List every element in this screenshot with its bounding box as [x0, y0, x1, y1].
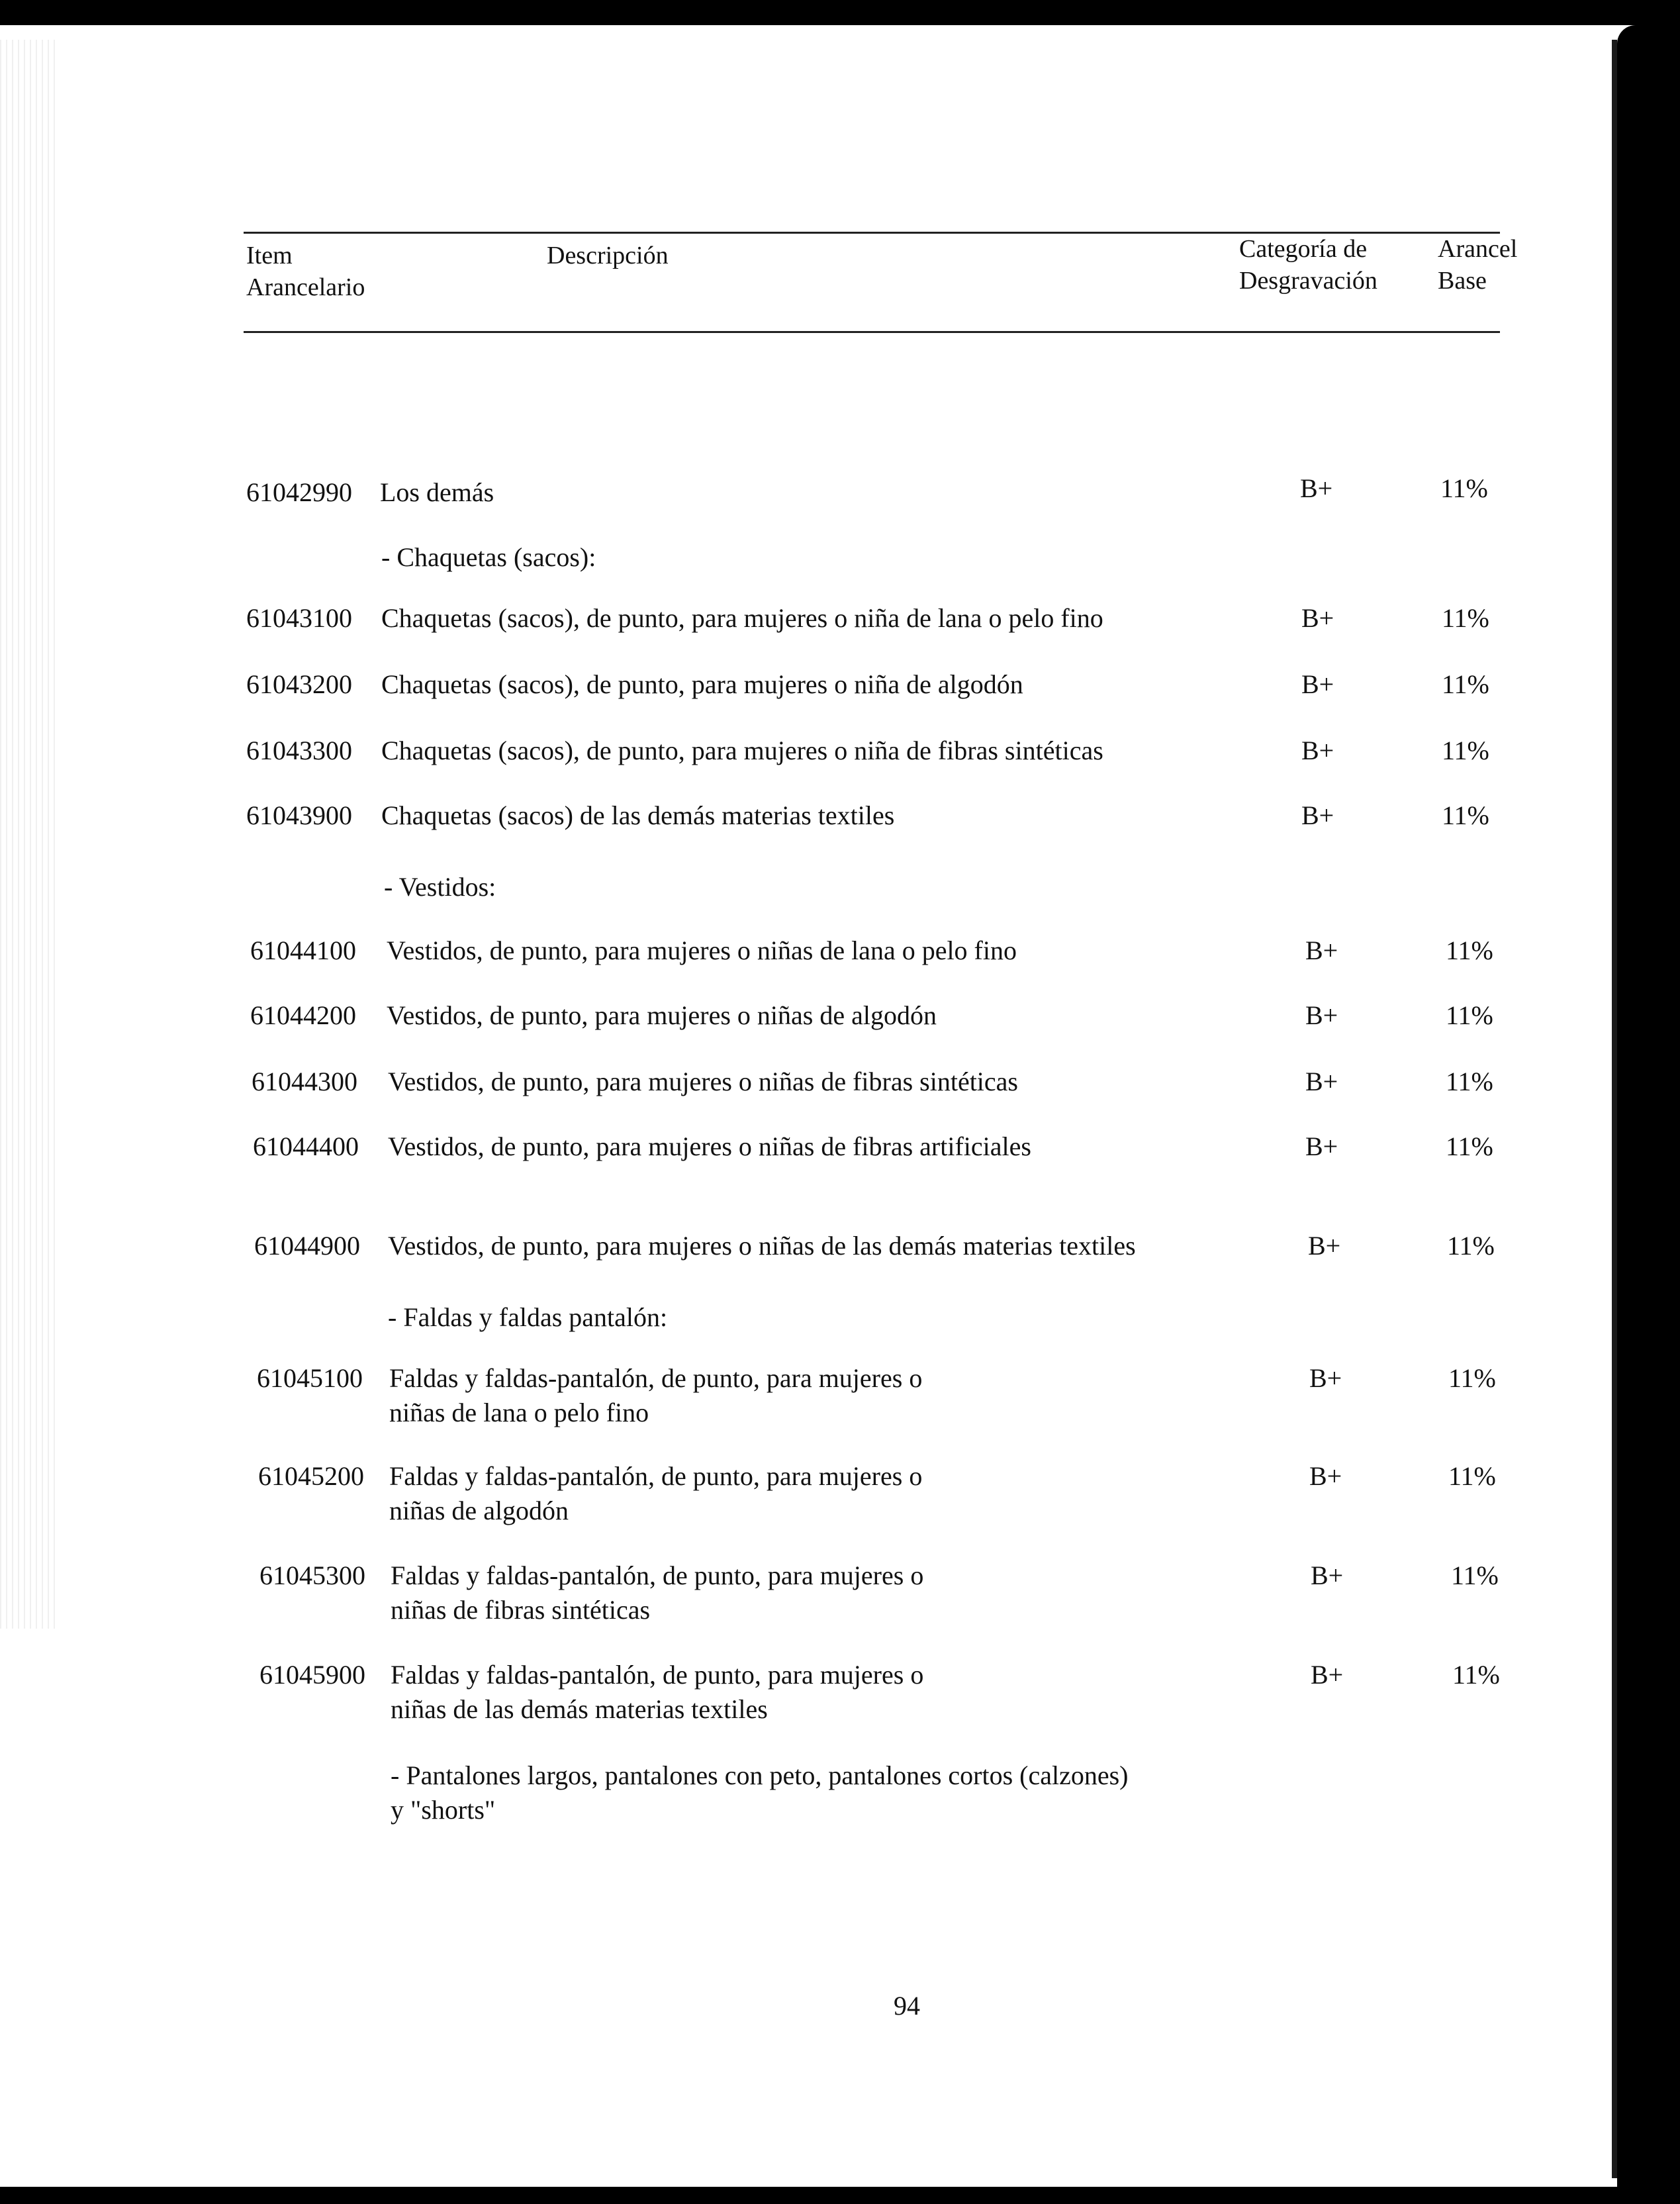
item-category: B+ [1301, 669, 1334, 699]
item-code: 61044100 [250, 935, 356, 965]
table-header-bottom-rule [244, 331, 1500, 333]
item-category: B+ [1309, 1363, 1342, 1393]
item-description-line: Faldas y faldas-pantalón, de punto, para mujeres o [391, 1560, 924, 1590]
item-description: Vestidos, de punto, para mujeres o niñas de algodón [387, 1000, 937, 1030]
item-description: Chaquetas (sacos), de punto, para mujeres o niña de lana o pelo fino [381, 603, 1103, 633]
header-item-line-1: Item [246, 242, 293, 269]
item-description [391, 1658, 923, 1727]
item-description: Vestidos, de punto, para mujeres o niñas de las demás materias textiles [388, 1231, 1136, 1261]
item-category: B+ [1301, 800, 1334, 830]
item-description: Vestidos, de punto, para mujeres o niñas de lana o pelo fino [387, 935, 1017, 965]
header-categoria-line-2: Desgravación [1239, 267, 1377, 295]
item-category: B+ [1311, 1660, 1344, 1690]
section-heading: - Faldas y faldas pantalón: [388, 1302, 668, 1332]
item-code: 61043200 [246, 669, 352, 699]
item-description: Chaquetas (sacos), de punto, para mujeres o niña de fibras sintéticas [381, 736, 1103, 765]
item-code: 61044900 [254, 1231, 360, 1261]
item-category: B+ [1301, 736, 1334, 765]
scan-edge-left-noise [0, 40, 60, 1629]
item-code: 61044300 [252, 1067, 357, 1096]
item-category: B+ [1300, 473, 1333, 503]
item-code: 61045100 [257, 1363, 363, 1393]
item-base-tariff: 11% [1452, 1660, 1500, 1690]
item-base-tariff: 11% [1440, 473, 1488, 503]
item-description-line: niñas de las demás materias textiles [391, 1694, 768, 1724]
item-description: Los demás [380, 477, 494, 507]
item-description: Vestidos, de punto, para mujeres o niñas de fibras sintéticas [388, 1067, 1018, 1096]
item-description-line: niñas de fibras sintéticas [391, 1595, 651, 1625]
header-base-line-1: Arancel [1438, 235, 1518, 263]
item-category: B+ [1305, 1067, 1338, 1096]
item-description-line: Faldas y faldas-pantalón, de punto, para mujeres o [391, 1660, 924, 1690]
section-heading: - Chaquetas (sacos): [381, 542, 596, 572]
scan-edge-bottom [0, 2187, 1617, 2204]
item-description-line: Faldas y faldas-pantalón, de punto, para mujeres o [389, 1363, 923, 1393]
item-category: B+ [1305, 1131, 1338, 1161]
item-description: Vestidos, de punto, para mujeres o niñas de fibras artificiales [388, 1131, 1031, 1161]
header-arancel-base [1438, 233, 1517, 297]
scan-edge-right-shadow [1612, 40, 1617, 2178]
item-base-tariff: 11% [1442, 603, 1489, 633]
section-heading: - Vestidos: [384, 872, 496, 902]
item-category: B+ [1311, 1560, 1344, 1590]
item-code: 61044400 [253, 1131, 359, 1161]
item-description-line: niñas de algodón [389, 1496, 569, 1525]
item-description [389, 1459, 922, 1528]
section-heading-line: - Pantalones largos, pantalones con peto, pantalones cortos (calzones) [391, 1760, 1129, 1790]
header-item-arancelario [246, 240, 365, 303]
item-base-tariff: 11% [1451, 1560, 1499, 1590]
item-code: 61043300 [246, 736, 352, 765]
item-base-tariff: 11% [1442, 800, 1489, 830]
item-code: 61043900 [246, 800, 352, 830]
item-category: B+ [1308, 1231, 1341, 1261]
section-heading [391, 1758, 1128, 1827]
item-description-line: niñas de lana o pelo fino [389, 1398, 649, 1427]
item-base-tariff: 11% [1442, 669, 1489, 699]
page-number: 94 [894, 1991, 920, 2021]
scan-edge-right [1617, 25, 1680, 2204]
item-base-tariff: 11% [1442, 736, 1489, 765]
item-code: 61042990 [246, 477, 352, 507]
header-descripcion: Descripción [547, 242, 669, 269]
item-category: B+ [1301, 603, 1334, 633]
item-description [391, 1558, 923, 1627]
section-heading-line: y "shorts" [391, 1795, 496, 1825]
item-category: B+ [1305, 935, 1338, 965]
item-description: Chaquetas (sacos) de las demás materias textiles [381, 800, 895, 830]
item-description-line: Faldas y faldas-pantalón, de punto, para mujeres o [389, 1461, 923, 1491]
item-code: 61045900 [259, 1660, 365, 1690]
item-base-tariff: 11% [1448, 1461, 1496, 1491]
header-categoria [1239, 233, 1377, 297]
item-description [389, 1361, 922, 1430]
item-base-tariff: 11% [1447, 1231, 1495, 1261]
item-code: 61044200 [250, 1000, 356, 1030]
header-item-line-2: Arancelario [246, 273, 365, 301]
item-base-tariff: 11% [1446, 1067, 1493, 1096]
item-category: B+ [1305, 1000, 1338, 1030]
scan-edge-top [0, 0, 1680, 25]
item-base-tariff: 11% [1446, 1131, 1493, 1161]
item-code: 61045200 [258, 1461, 364, 1491]
header-base-line-2: Base [1438, 267, 1487, 295]
item-code: 61043100 [246, 603, 352, 633]
header-categoria-line-1: Categoría de [1239, 235, 1368, 263]
item-base-tariff: 11% [1446, 935, 1493, 965]
item-category: B+ [1309, 1461, 1342, 1491]
item-base-tariff: 11% [1446, 1000, 1493, 1030]
item-description: Chaquetas (sacos), de punto, para mujeres o niña de algodón [381, 669, 1023, 699]
item-base-tariff: 11% [1448, 1363, 1496, 1393]
item-code: 61045300 [259, 1560, 365, 1590]
